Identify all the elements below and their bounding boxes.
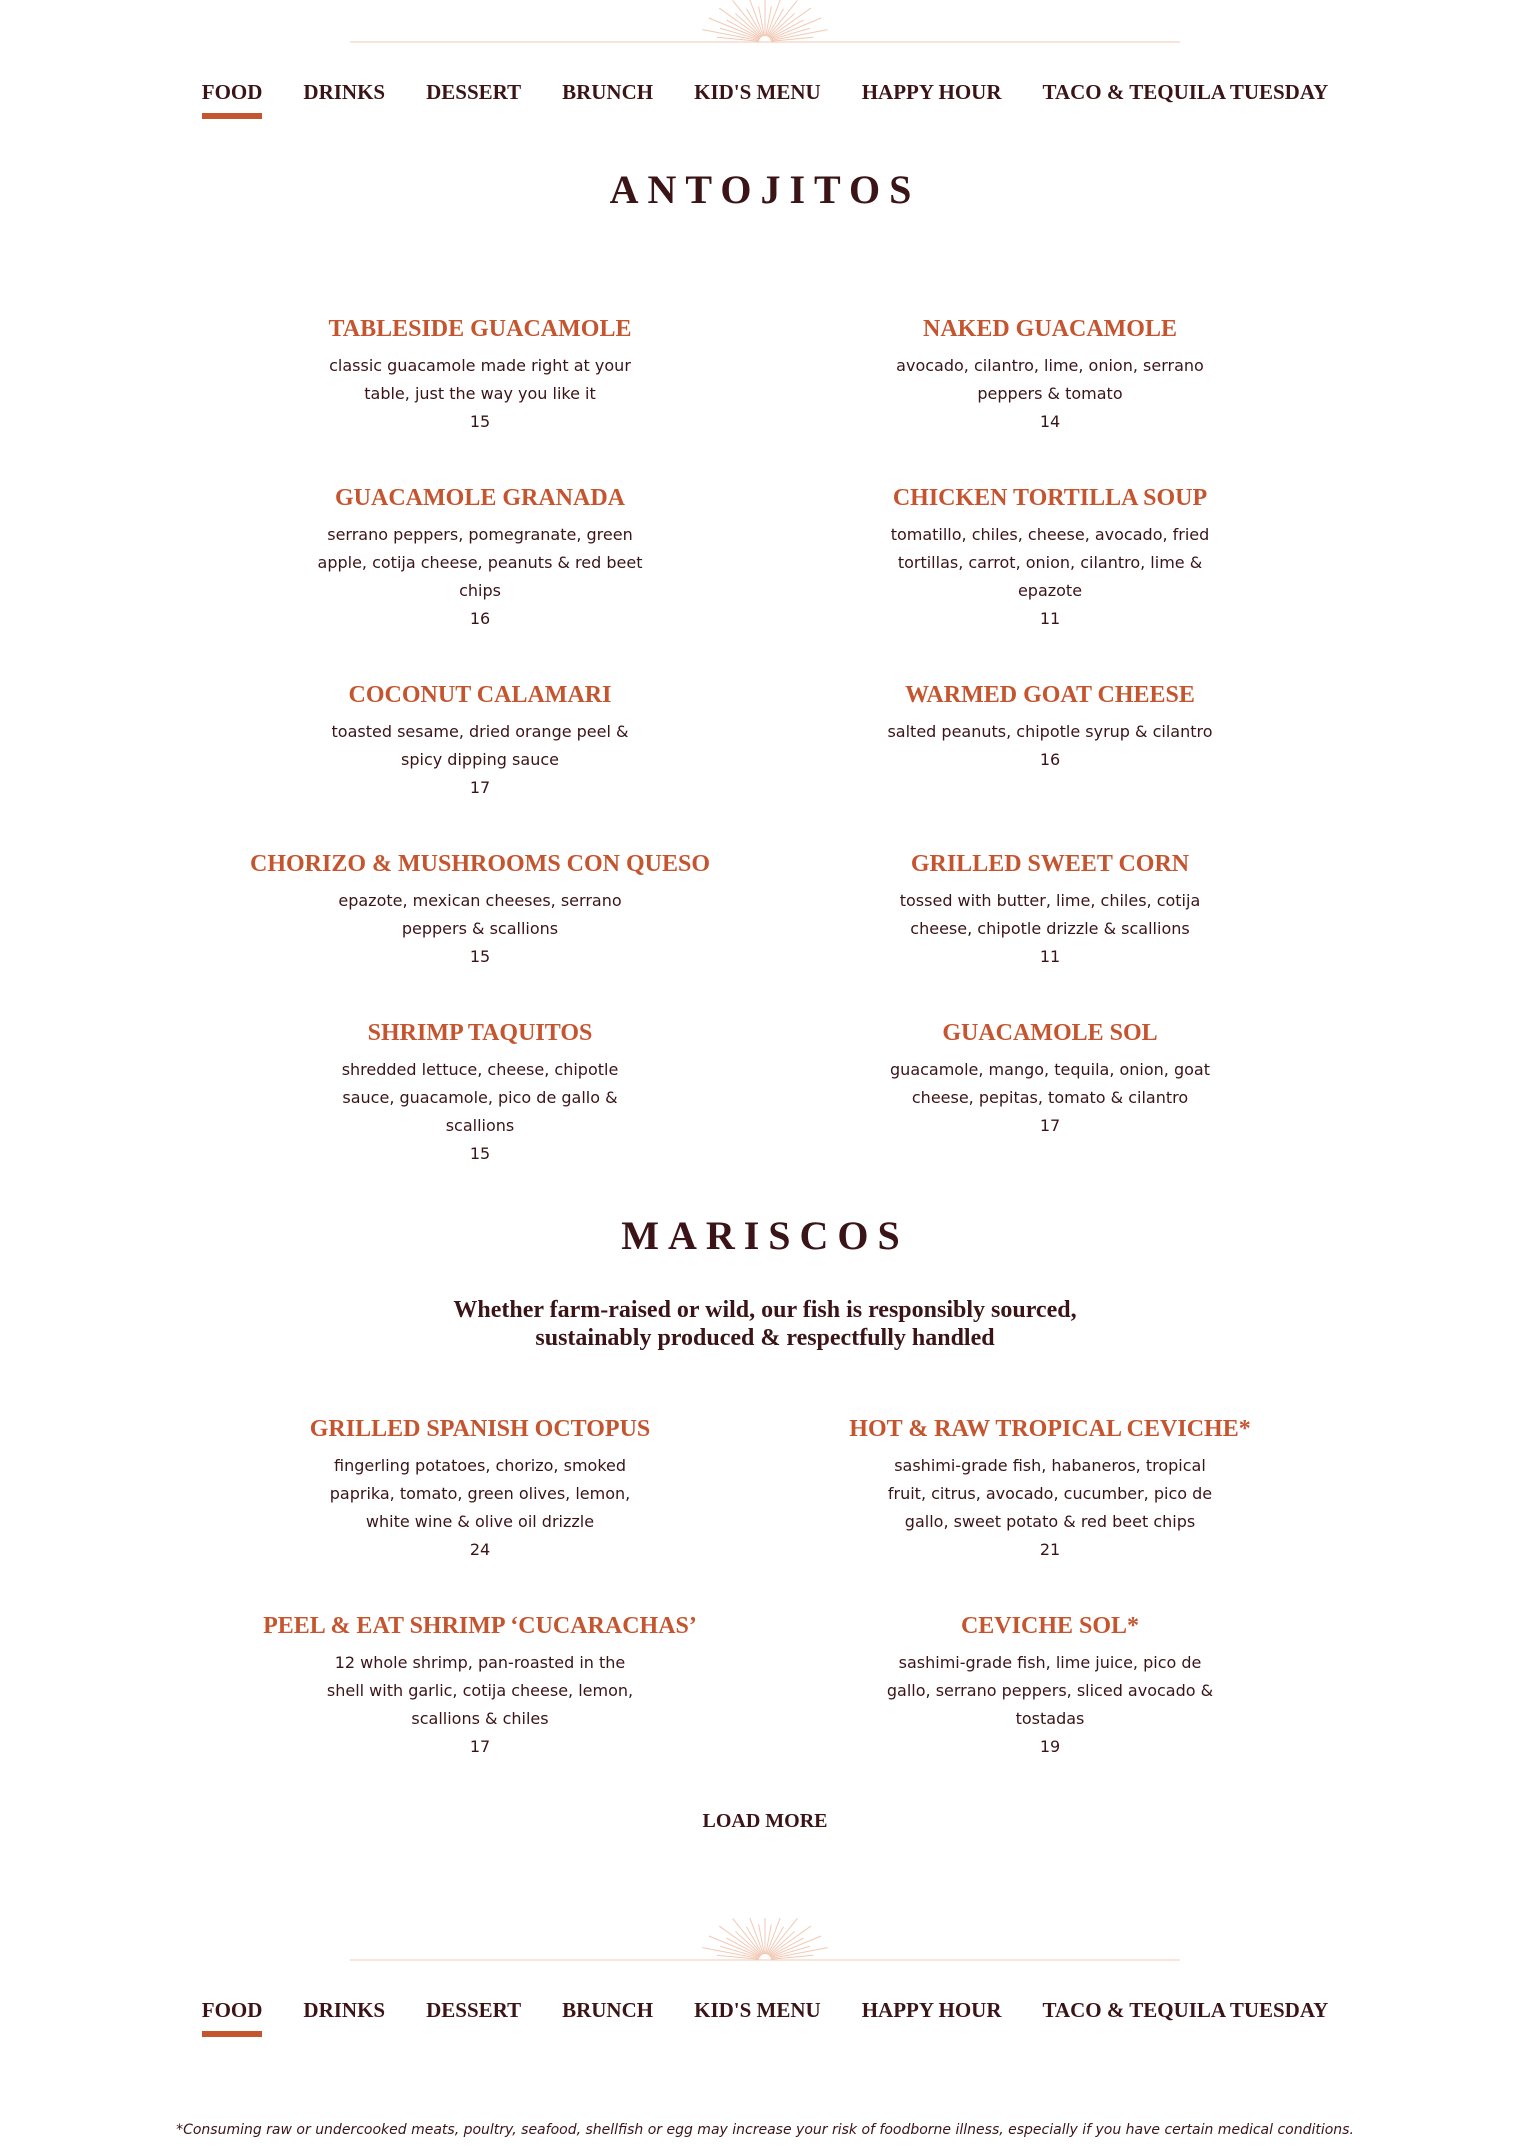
nav-tab-happy-hour[interactable]: HAPPY HOUR <box>861 1998 1002 2022</box>
menu-item-name: GUACAMOLE GRANADA <box>335 485 625 511</box>
menu-item-name: GUACAMOLE SOL <box>942 1020 1158 1046</box>
menu-item-description: avocado, cilantro, lime, onion, serrano peppers & tomato <box>896 356 1204 403</box>
menu-item <box>220 1414 740 1564</box>
menu-item-price: 19 <box>1039 1737 1061 1756</box>
nav-tab-drinks[interactable]: DRINKS <box>303 80 386 104</box>
menu-item-name: NAKED GUACAMOLE <box>922 316 1177 342</box>
mariscos-subtitle <box>0 1296 1530 1352</box>
menu-item <box>790 1414 1310 1564</box>
nav-tab-taco-tequila-tuesday[interactable]: TACO & TEQUILA TUESDAY <box>1042 1998 1329 2022</box>
sunburst-icon <box>350 0 1180 50</box>
menu-item-price: 16 <box>469 609 491 628</box>
load-more-container <box>0 1810 1530 1833</box>
section-title-antojitos: ANTOJITOS <box>609 167 921 212</box>
mariscos-subtitle-line-2: sustainably produced & respectfully handled <box>535 1325 995 1351</box>
nav-tab-kid-s-menu[interactable]: KID'S MENU <box>694 80 821 104</box>
menu-item-name: WARMED GOAT CHEESE <box>905 682 1195 708</box>
menu-item-description: serrano peppers, pomegranate, green apple, cotija cheese, peanuts & red beet chips <box>317 525 643 600</box>
menu-item <box>790 483 1310 633</box>
menu-item-name: COCONUT CALAMARI <box>348 682 612 708</box>
menu-item-name: SHRIMP TAQUITOS <box>367 1020 593 1046</box>
menu-item-description: toasted sesame, dried orange peel & spicy dipping sauce <box>331 722 629 769</box>
menu-item-name: CHORIZO & MUSHROOMS CON QUESO <box>249 851 711 877</box>
nav-tab-dessert[interactable]: DESSERT <box>426 1998 522 2022</box>
menu-item-price: 21 <box>1039 1540 1061 1559</box>
nav-tab-taco-tequila-tuesday[interactable]: TACO & TEQUILA TUESDAY <box>1042 80 1329 104</box>
menu-nav-bottom <box>0 1998 1530 2037</box>
menu-item-price: 16 <box>1039 750 1061 769</box>
menu-item-name: GRILLED SPANISH OCTOPUS <box>309 1416 651 1442</box>
menu-item-description: tomatillo, chiles, cheese, avocado, fried tortillas, carrot, onion, cilantro, lime & epazote <box>890 525 1210 600</box>
menu-item-description: tossed with butter, lime, chiles, cotija cheese, chipotle drizzle & scallions <box>899 891 1201 938</box>
menu-item <box>790 680 1310 774</box>
sunburst-ornament-top <box>350 0 1180 50</box>
menu-item <box>220 1018 740 1168</box>
menu-item <box>790 314 1310 436</box>
nav-tab-dessert[interactable]: DESSERT <box>426 80 522 104</box>
menu-item-description: epazote, mexican cheeses, serrano peppers & scallions <box>338 891 622 938</box>
menu-item-price: 17 <box>1039 1116 1061 1135</box>
menu-item-description: sashimi-grade fish, habaneros, tropical fruit, citrus, avocado, cucumber, pico de gallo, sweet potato & red beet chips <box>887 1456 1213 1531</box>
menu-item-description: classic guacamole made right at your table, just the way you like it <box>329 356 631 403</box>
menu-item-name: CHICKEN TORTILLA SOUP <box>892 485 1208 511</box>
menu-item-description: sashimi-grade fish, lime juice, pico de gallo, serrano peppers, sliced avocado & tostadas <box>886 1653 1214 1728</box>
nav-tab-brunch[interactable]: BRUNCH <box>562 80 654 104</box>
menu-item-price: 24 <box>469 1540 491 1559</box>
menu-item <box>220 680 740 802</box>
section-title-mariscos: MARISCOS <box>621 1213 909 1258</box>
menu-item-name: GRILLED SWEET CORN <box>910 851 1190 877</box>
nav-tab-happy-hour[interactable]: HAPPY HOUR <box>861 80 1002 104</box>
menu-item <box>220 314 740 436</box>
menu-item-name: TABLESIDE GUACAMOLE <box>328 316 632 342</box>
menu-item-price: 15 <box>469 1144 491 1163</box>
menu-item-price: 15 <box>469 947 491 966</box>
menu-nav-top <box>0 80 1530 119</box>
mariscos-subtitle-line-1: Whether farm-raised or wild, our fish is responsibly sourced, <box>453 1297 1077 1323</box>
raw-food-disclaimer: *Consuming raw or undercooked meats, poultry, seafood, shellfish or egg may increase your risk of foodborne illness, especially if you have certain medical conditions. <box>176 2122 1354 2138</box>
menu-item-name: HOT & RAW TROPICAL CEVICHE* <box>849 1416 1251 1442</box>
menu-item <box>220 849 740 971</box>
sunburst-icon <box>350 1918 1180 1968</box>
nav-tab-food[interactable]: FOOD <box>202 80 263 119</box>
menu-item <box>790 1018 1310 1140</box>
menu-item <box>790 1611 1310 1761</box>
menu-item-price: 17 <box>469 778 491 797</box>
nav-tab-kid-s-menu[interactable]: KID'S MENU <box>694 1998 821 2022</box>
sunburst-ornament-bottom <box>350 1918 1180 1968</box>
nav-tab-brunch[interactable]: BRUNCH <box>562 1998 654 2022</box>
menu-item <box>790 849 1310 971</box>
menu-item <box>220 1611 740 1761</box>
menu-item-name: PEEL & EAT SHRIMP ‘CUCARACHAS’ <box>263 1613 697 1639</box>
menu-item-price: 11 <box>1039 609 1061 628</box>
menu-item-name: CEVICHE SOL* <box>960 1613 1140 1639</box>
menu-item-price: 15 <box>469 412 491 431</box>
menu-item-description: fingerling potatoes, chorizo, smoked paprika, tomato, green olives, lemon, white wine & olive oil drizzle <box>329 1456 631 1531</box>
nav-tab-drinks[interactable]: DRINKS <box>303 1998 386 2022</box>
menu-item-description: salted peanuts, chipotle syrup & cilantro <box>887 722 1213 741</box>
menu-item-description: shredded lettuce, cheese, chipotle sauce, guacamole, pico de gallo & scallions <box>341 1060 619 1135</box>
nav-tab-food[interactable]: FOOD <box>202 1998 263 2037</box>
menu-item-price: 11 <box>1039 947 1061 966</box>
menu-item <box>220 483 740 633</box>
menu-item-price: 14 <box>1039 412 1061 431</box>
menu-item-description: 12 whole shrimp, pan-roasted in the shell with garlic, cotija cheese, lemon, scallions & chiles <box>326 1653 634 1728</box>
menu-item-price: 17 <box>469 1737 491 1756</box>
load-more-button[interactable]: LOAD MORE <box>702 1810 828 1832</box>
menu-item-description: guacamole, mango, tequila, onion, goat cheese, pepitas, tomato & cilantro <box>890 1060 1210 1107</box>
